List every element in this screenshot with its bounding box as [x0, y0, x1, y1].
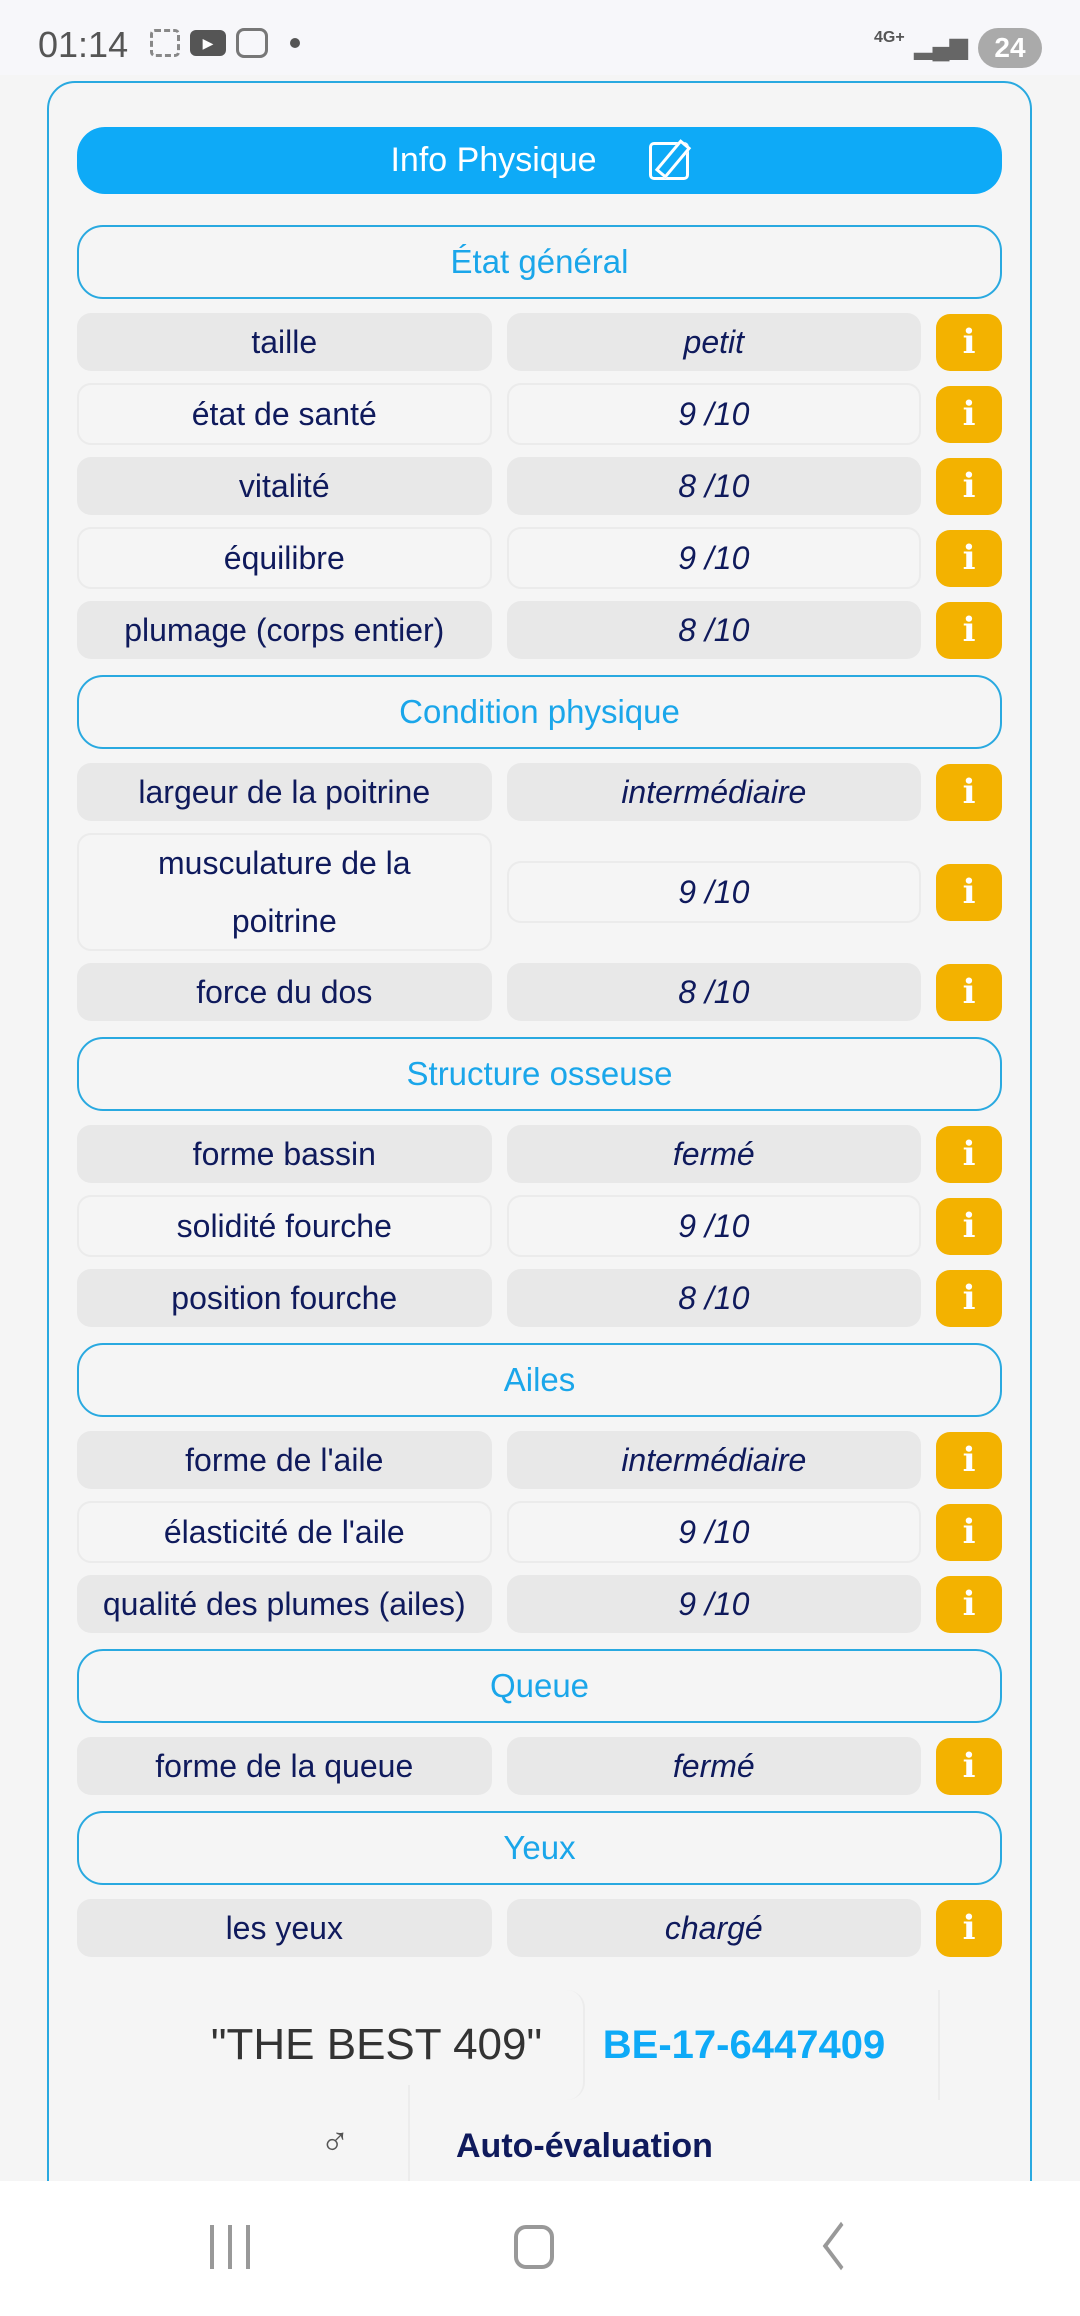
section-header[interactable]: Structure osseuse	[77, 1037, 1002, 1111]
android-nav-bar	[0, 2181, 1080, 2316]
attribute-label: plumage (corps entier)	[77, 601, 492, 659]
divider	[408, 2085, 410, 2185]
info-icon[interactable]: i	[936, 314, 1002, 371]
sections-list	[77, 225, 1002, 1957]
attribute-value: fermé	[507, 1125, 922, 1183]
attribute-row	[77, 457, 1002, 515]
attribute-row	[77, 833, 1002, 951]
info-icon[interactable]: i	[936, 1900, 1002, 1957]
info-icon[interactable]: i	[936, 458, 1002, 515]
notification-dot-icon	[290, 38, 300, 48]
attribute-label: forme de l'aile	[77, 1431, 492, 1489]
edit-icon[interactable]	[649, 142, 689, 180]
copilot-icon	[236, 28, 268, 58]
bird-identity	[110, 1990, 940, 2100]
attribute-value: fermé	[507, 1737, 922, 1795]
attribute-row	[77, 1269, 1002, 1327]
attribute-row	[77, 1501, 1002, 1563]
signal-icon: ▂▄▆	[914, 33, 968, 60]
attribute-row	[77, 1737, 1002, 1795]
home-icon[interactable]	[514, 2225, 554, 2269]
section-header[interactable]: Ailes	[77, 1343, 1002, 1417]
bird-name: "THE BEST 409"	[170, 1990, 585, 2100]
attribute-value: 8 /10	[507, 457, 922, 515]
info-icon[interactable]: i	[936, 386, 1002, 443]
attribute-row	[77, 1431, 1002, 1489]
auto-evaluation-label[interactable]: Auto-évaluation	[456, 2127, 713, 2165]
attribute-value: intermédiaire	[507, 1431, 922, 1489]
attribute-label: vitalité	[77, 457, 492, 515]
attribute-value: 8 /10	[507, 1269, 922, 1327]
ring-number[interactable]: BE-17-6447409	[550, 1990, 940, 2100]
info-icon[interactable]: i	[936, 1198, 1002, 1255]
back-icon[interactable]	[823, 2222, 859, 2270]
attribute-row	[77, 1195, 1002, 1257]
info-icon[interactable]: i	[936, 1432, 1002, 1489]
attribute-value: 8 /10	[507, 963, 922, 1021]
attribute-value: 8 /10	[507, 601, 922, 659]
section-header[interactable]: Yeux	[77, 1811, 1002, 1885]
status-time: 01:14	[38, 24, 129, 65]
attribute-label: musculature de la poitrine	[77, 833, 492, 951]
info-icon[interactable]: i	[936, 864, 1002, 921]
section-header[interactable]: Condition physique	[77, 675, 1002, 749]
attribute-label: équilibre	[77, 527, 492, 589]
attribute-row	[77, 601, 1002, 659]
attribute-label: qualité des plumes (ailes)	[77, 1575, 492, 1633]
attribute-label: taille	[77, 313, 492, 371]
attribute-value: 9 /10	[507, 1575, 922, 1633]
attribute-value: chargé	[507, 1899, 922, 1957]
attribute-value: 9 /10	[507, 1195, 922, 1257]
info-icon[interactable]: i	[936, 1576, 1002, 1633]
youtube-icon: ▶	[190, 30, 226, 56]
section-header[interactable]: État général	[77, 225, 1002, 299]
attribute-label: position fourche	[77, 1269, 492, 1327]
attribute-row	[77, 527, 1002, 589]
attribute-row	[77, 1575, 1002, 1633]
attribute-row	[77, 1899, 1002, 1957]
info-icon[interactable]: i	[936, 964, 1002, 1021]
info-icon[interactable]: i	[936, 530, 1002, 587]
attribute-value: intermédiaire	[507, 763, 922, 821]
attribute-row	[77, 383, 1002, 445]
info-icon[interactable]: i	[936, 1270, 1002, 1327]
attribute-label: état de santé	[77, 383, 492, 445]
recent-apps-icon[interactable]	[210, 2225, 250, 2269]
attribute-value: 9 /10	[507, 1501, 922, 1563]
attribute-label: forme bassin	[77, 1125, 492, 1183]
section-header[interactable]: Queue	[77, 1649, 1002, 1723]
attribute-value: petit	[507, 313, 922, 371]
info-icon[interactable]: i	[936, 1126, 1002, 1183]
info-icon[interactable]: i	[936, 1738, 1002, 1795]
attribute-row	[77, 1125, 1002, 1183]
attribute-row	[77, 313, 1002, 371]
male-icon: ♂	[320, 2120, 350, 2164]
attribute-value: 9 /10	[507, 527, 922, 589]
attribute-label: force du dos	[77, 963, 492, 1021]
info-icon[interactable]: i	[936, 1504, 1002, 1561]
info-physique-card	[47, 81, 1032, 2281]
attribute-label: les yeux	[77, 1899, 492, 1957]
info-physique-header-button[interactable]	[77, 127, 1002, 194]
attribute-label: forme de la queue	[77, 1737, 492, 1795]
network-type: 4G+	[874, 29, 905, 46]
attribute-label: élasticité de l'aile	[77, 1501, 492, 1563]
status-bar	[0, 0, 1080, 75]
info-icon[interactable]: i	[936, 764, 1002, 821]
attribute-value: 9 /10	[507, 861, 922, 923]
battery-indicator: 24	[978, 28, 1042, 68]
attribute-value: 9 /10	[507, 383, 922, 445]
attribute-row	[77, 963, 1002, 1021]
attribute-label: solidité fourche	[77, 1195, 492, 1257]
screenshot-icon	[150, 29, 180, 57]
attribute-row	[77, 763, 1002, 821]
attribute-label: largeur de la poitrine	[77, 763, 492, 821]
info-icon[interactable]: i	[936, 602, 1002, 659]
header-title: Info Physique	[390, 141, 597, 179]
